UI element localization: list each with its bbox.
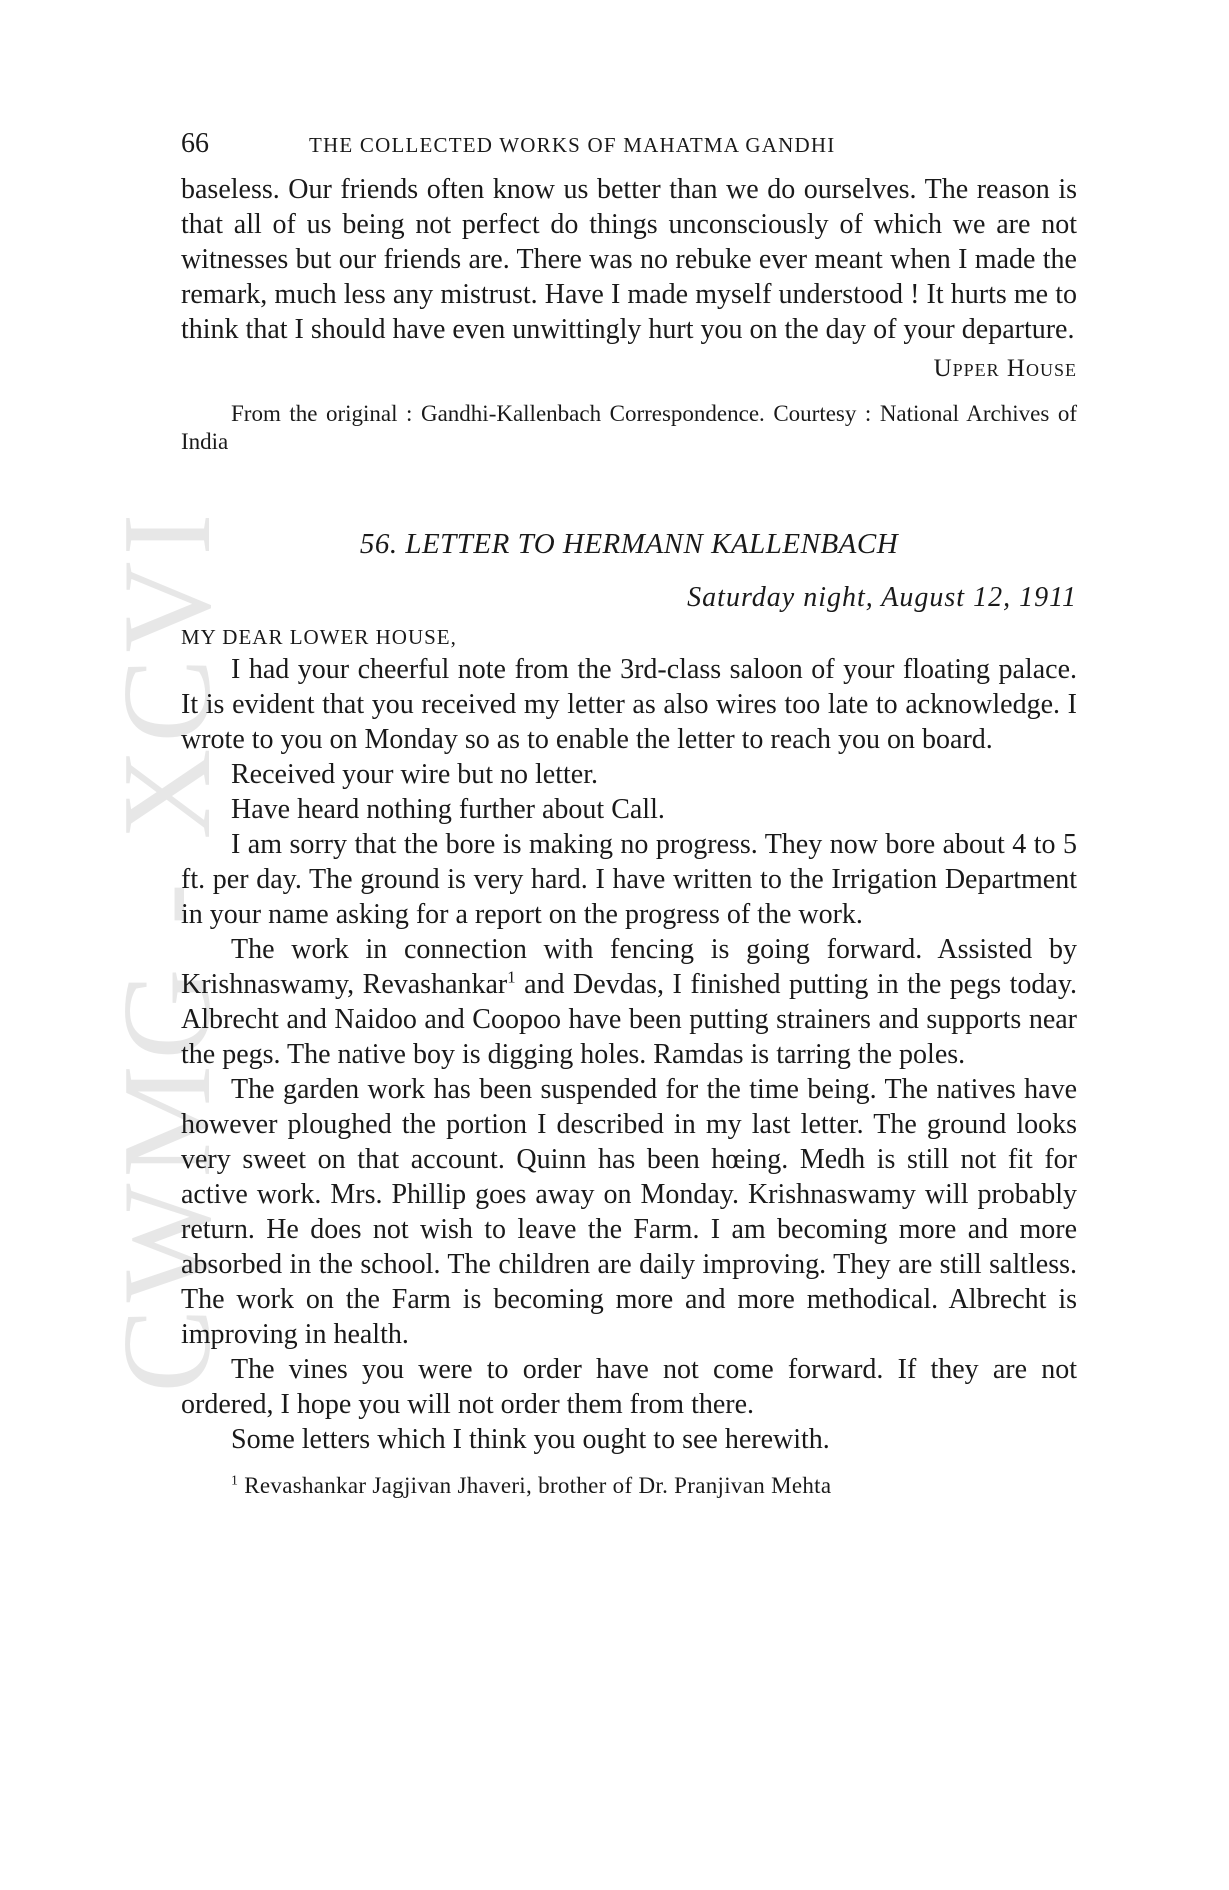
letter-paragraph: Have heard nothing further about Call.: [231, 794, 665, 825]
fencing-text-before: The work in connection with fencing is going forward. Assisted by Krishnaswamy, Revashankar: [181, 934, 1077, 1000]
footnote-reference: 1: [507, 967, 516, 987]
book-title: THE COLLECTED WORKS OF MAHATMA GANDHI: [309, 133, 836, 157]
continuation-paragraph: baseless. Our friends often know us better than we do ourselves. The reason is that all of us being not perfect do things unconsciously of which we are not witnesses but our friends are. There was no rebuke ever meant when I made the remark, much less any mistrust. Have I made myself understood ! It hurts me to think that I should have even unwittingly hurt you on the day of your departure.: [181, 174, 1077, 345]
letter-paragraph: Received your wire but no letter.: [231, 759, 598, 790]
letter-dateline: Saturday night, August 12, 1911: [687, 582, 1077, 613]
letter-salutation: MY DEAR LOWER HOUSE,: [181, 625, 457, 649]
letter-paragraph: I had your cheerful note from the 3rd-class saloon of your floating palace. It is evident that you received my letter as also wires too late to acknowledge. I wrote to you on Monday so as to enable the letter to reach you on board.: [181, 654, 1077, 755]
watermark-text: CWMG - XCVI: [98, 507, 237, 1393]
footnote-mark: 1: [231, 1472, 239, 1488]
signature: Upper House: [933, 355, 1077, 382]
fencing-text-after: and Devdas, I finished putting in the pegs today. Albrecht and Naidoo and Coopoo have been putting strainers and supports near the pegs. The native boy is digging holes. Ramdas is tarring the poles.: [181, 969, 1077, 1070]
letter-heading: 56. LETTER TO HERMANN KALLENBACH: [359, 528, 899, 560]
letter-paragraph: Some letters which I think you ought to see herewith.: [231, 1424, 830, 1455]
letter-paragraph: The garden work has been suspended for the time being. The natives have however ploughed the portion I described in my last letter. The ground looks very sweet on that account. Quinn has been hœing. Medh is still not fit for active work. Mrs. Phillip goes away on Monday. Krishnaswamy will probably return. He does not wish to leave the Farm. I am becoming more and more absorbed in the school. The children are daily improving. They are still saltless. The work on the Farm is becoming more and more methodical. Albrecht is improving in health.: [181, 1074, 1077, 1350]
footnote: [181, 1471, 1077, 1501]
letter-paragraph: I am sorry that the bore is making no progress. They now bore about 4 to 5 ft. per day. The ground is very hard. I have written to the Irrigation Department in your name asking for a report on the progress of the work.: [181, 829, 1077, 930]
footnote-text: Revashankar Jagjivan Jhaveri, brother of Dr. Pranjivan Mehta: [238, 1473, 832, 1498]
fencing-paragraph: [181, 932, 1077, 1072]
source-note: From the original : Gandhi-Kallenbach Correspondence. Courtesy : National Archives of India: [181, 401, 1077, 454]
page-number: 66: [181, 128, 209, 159]
letter-paragraph: The vines you were to order have not come forward. If they are not ordered, I hope you will not order them from there.: [181, 1354, 1077, 1420]
running-head: [181, 128, 1077, 172]
page: [181, 128, 1077, 1501]
